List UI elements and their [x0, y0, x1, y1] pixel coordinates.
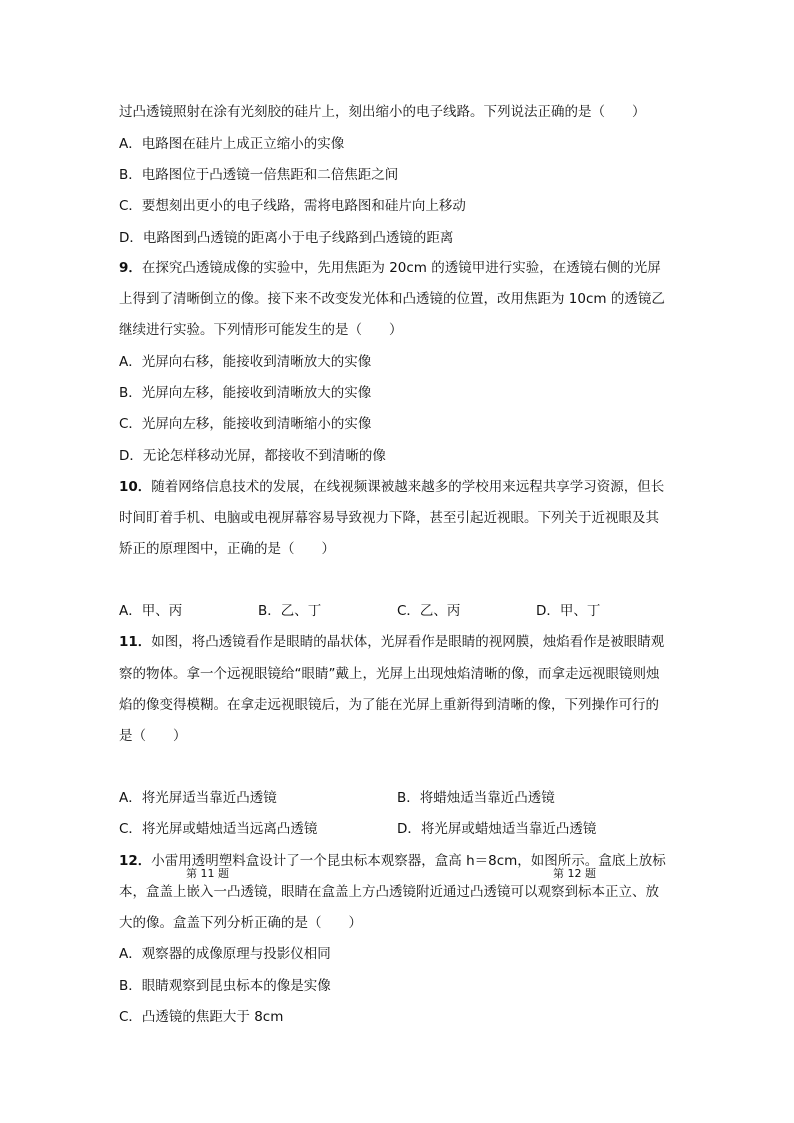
q8-option-a[interactable]: A．电路图在硅片上成正立缩小的实像: [119, 136, 345, 152]
q9-line-1: [119, 259, 661, 277]
q8-option-d[interactable]: D．电路图到凸透镜的距离小于电子线路到凸透镜的距离: [119, 230, 454, 246]
q9-stem-1: 在探究凸透镜成像的实验中，先用焦距为 20cm 的透镜甲进行实验，在透镜右侧的光屏: [141, 260, 661, 276]
q12-stem-2: 本，盒盖上嵌入一凸透镜，眼睛在盒盖上方凸透镜附近通过凸透镜可以观察到标本正立、放: [119, 884, 659, 900]
q11-stem-3: 焰的像变得模糊。在拿走远视眼镜后，为了能在光屏上重新得到清晰的像，下列操作可行的: [119, 697, 659, 713]
q9-option-c[interactable]: C．光屏向左移，能接收到清晰缩小的实像: [119, 416, 372, 432]
q8-option-b[interactable]: B．电路图位于凸透镜一倍焦距和二倍焦距之间: [119, 167, 399, 183]
q12-stem-3: 大的像。盒盖下列分析正确的是（ ）: [119, 915, 362, 931]
q11-stem-1: 如图，将凸透镜看作是眼睛的晶状体，光屏看作是眼睛的视网膜，烛焰看作是被眼睛观: [151, 634, 665, 650]
q9-option-b[interactable]: B．光屏向左移，能接收到清晰放大的实像: [119, 385, 372, 401]
q10-number: 10．: [119, 479, 152, 495]
q11-number: 11．: [119, 634, 152, 650]
figure-12-caption: 第 12 题: [553, 867, 596, 880]
q10-line-1: [119, 478, 664, 496]
q9-option-d[interactable]: D．无论怎样移动光屏，都接收不到清晰的像: [119, 448, 386, 464]
q9-number: 9．: [119, 260, 142, 276]
q10-stem-2: 时间盯着手机、电脑或电视屏幕容易导致视力下降，甚至引起近视眼。下列关于近视眼及其: [119, 510, 659, 526]
q11-option-c[interactable]: C．将光屏或蜡烛适当远离凸透镜: [119, 821, 318, 837]
q9-stem-2: 上得到了清晰倒立的像。接下来不改变发光体和凸透镜的位置，改用焦距为 10cm 的透镜乙: [119, 291, 665, 307]
q8-option-c[interactable]: C．要想刻出更小的电子线路，需将电路图和硅片向上移动: [119, 198, 466, 214]
q10-option-d[interactable]: D．甲、丁: [536, 603, 601, 619]
q12-option-b[interactable]: B．眼睛观察到昆虫标本的像是实像: [119, 978, 331, 994]
figure-11-caption: 第 11 题: [186, 867, 229, 880]
q12-option-a[interactable]: A．观察器的成像原理与投影仪相同: [119, 946, 331, 962]
q11-line-1: [119, 633, 664, 651]
q9-stem-3: 继续进行实验。下列情形可能发生的是（ ）: [119, 322, 403, 338]
q11-option-a[interactable]: A．将光屏适当靠近凸透镜: [119, 790, 277, 806]
q10-option-a[interactable]: A．甲、丙: [119, 603, 183, 619]
q11-stem-2: 察的物体。拿一个远视眼镜给“眼睛”戴上，光屏上出现烛焰清晰的像，而拿走远视眼镜则烛: [119, 666, 660, 682]
q12-number: 12．: [119, 853, 152, 869]
q12-option-c[interactable]: C．凸透镜的焦距大于 8cm: [119, 1009, 284, 1025]
q10-option-b[interactable]: B．乙、丁: [258, 603, 322, 619]
q9-option-a[interactable]: A．光屏向右移，能接收到清晰放大的实像: [119, 354, 372, 370]
q11-option-b[interactable]: B．将蜡烛适当靠近凸透镜: [397, 790, 555, 806]
q11-stem-4: 是（ ）: [119, 728, 187, 744]
q10-option-c[interactable]: C．乙、丙: [397, 603, 461, 619]
q10-stem-3: 矫正的原理图中，正确的是（ ）: [119, 541, 335, 557]
q12-stem-1: 小雷用透明塑料盒设计了一个昆虫标本观察器，盒高 h＝8cm，如图所示。盒底上放标: [151, 853, 666, 869]
q8-stem: 过凸透镜照射在涂有光刻胶的硅片上，刻出缩小的电子线路。下列说法正确的是（ ）: [119, 104, 646, 120]
q11-option-d[interactable]: D．将光屏或蜡烛适当靠近凸透镜: [397, 821, 597, 837]
q10-stem-1: 随着网络信息技术的发展，在线视频课被越来越多的学校用来远程共享学习资源，但长: [151, 479, 665, 495]
